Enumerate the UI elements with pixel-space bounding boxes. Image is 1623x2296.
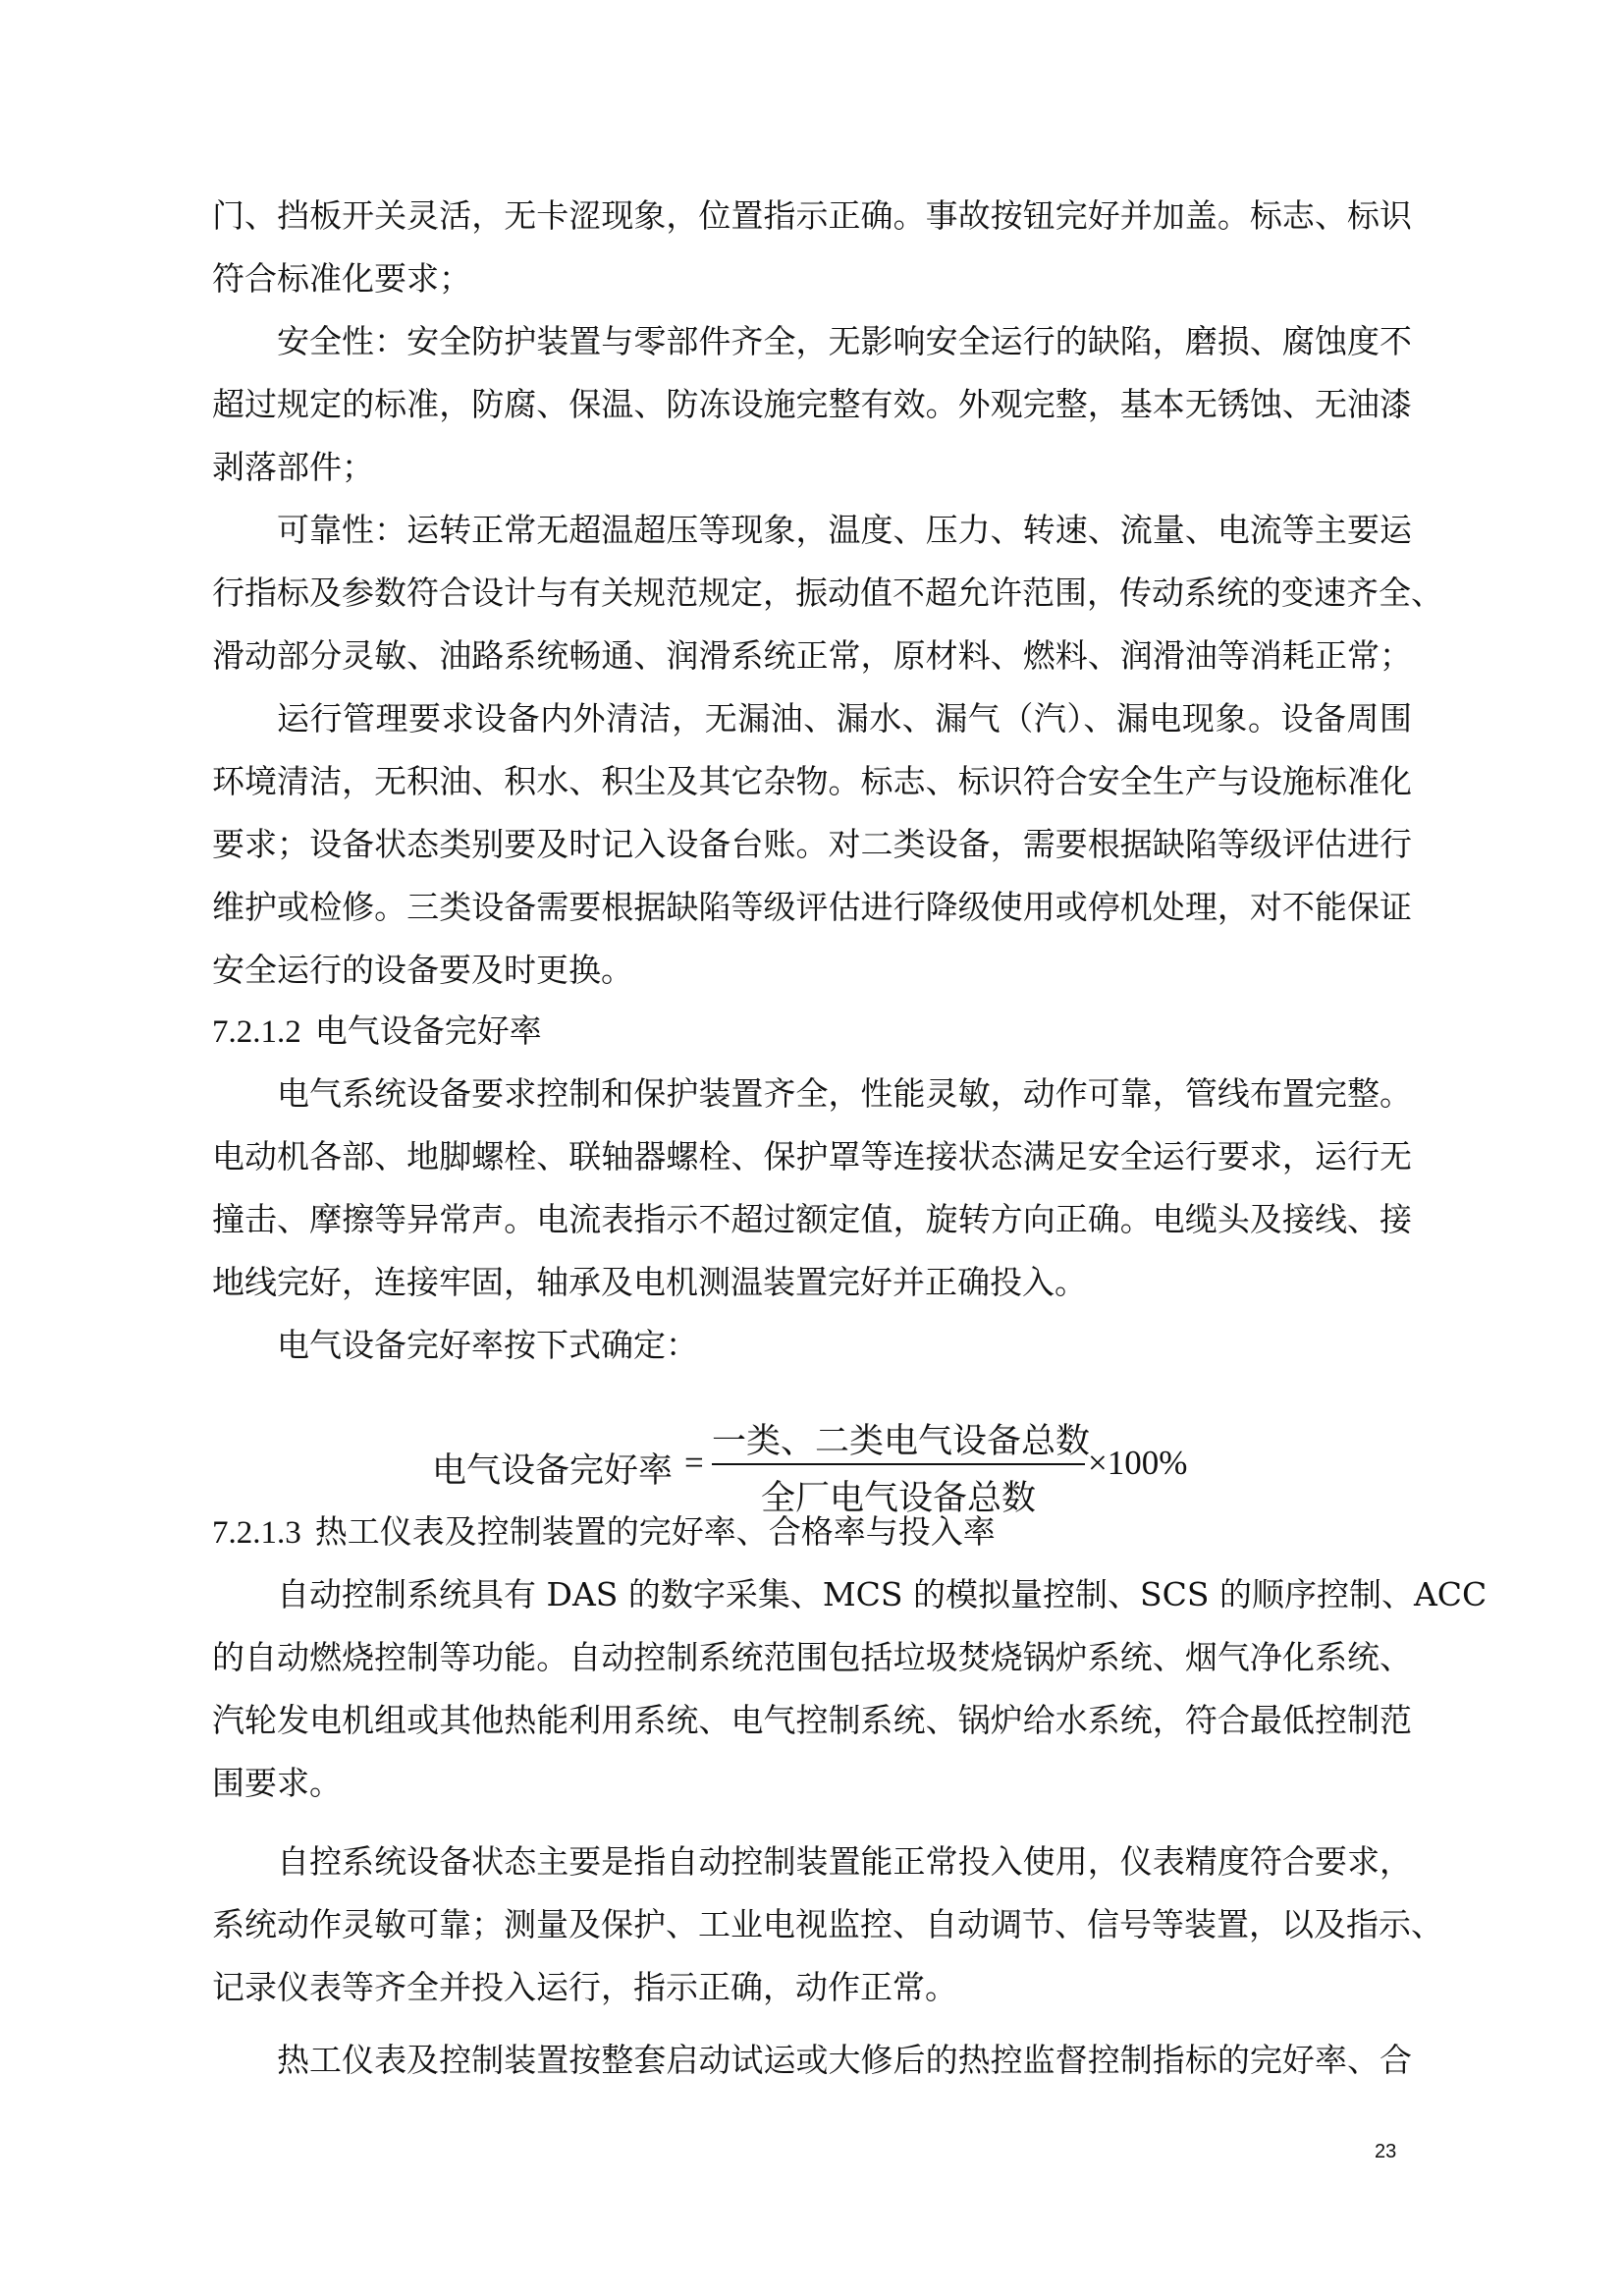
- paragraph-line: 电气系统设备要求控制和保护装置齐全，性能灵敏，动作可靠，管线布置完整。: [277, 1074, 1412, 1113]
- section-title: 热工仪表及控制装置的完好率、合格率与投入率: [314, 1512, 996, 1551]
- paragraph-line: 维护或检修。三类设备需要根据缺陷等级评估进行降级使用或停机处理，对不能保证: [212, 888, 1412, 926]
- paragraph-line: 剥落部件；: [212, 448, 374, 486]
- section-number: 7.2.1.3: [212, 1515, 301, 1551]
- paragraph-line: 环境清洁，无积油、积水、积尘及其它杂物。标志、标识符合安全生产与设施标准化: [212, 762, 1412, 800]
- fraction-bar: [712, 1463, 1085, 1465]
- section-title: 电气设备完好率: [314, 1011, 542, 1050]
- paragraph-line: 汽轮发电机组或其他热能利用系统、电气控制系统、锅炉给水系统，符合最低控制范: [212, 1701, 1412, 1739]
- paragraph-line: 的自动燃烧控制等功能。自动控制系统范围包括垃圾焚烧锅炉系统、烟气净化系统、: [212, 1638, 1412, 1676]
- paragraph-line: 安全性：安全防护装置与零部件齐全，无影响安全运行的缺陷，磨损、腐蚀度不: [277, 322, 1412, 360]
- section-heading: [212, 1011, 542, 1052]
- formula-denominator: 全厂电气设备总数: [760, 1479, 1036, 1518]
- paragraph-line: 门、挡板开关灵活，无卡涩现象，位置指示正确。事故按钮完好并加盖。标志、标识: [212, 196, 1412, 235]
- paragraph-line: 热工仪表及控制装置按整套启动试运或大修后的热控监督控制指标的完好率、合: [277, 2041, 1412, 2079]
- paragraph-line: 符合标准化要求；: [212, 259, 471, 298]
- section-number: 7.2.1.2: [212, 1014, 301, 1050]
- paragraph-line: 可靠性：运转正常无超温超压等现象，温度、压力、转速、流量、电流等主要运: [277, 511, 1412, 549]
- paragraph-line: 自动控制系统具有 DAS 的数字采集、MCS 的模拟量控制、SCS 的顺序控制、ACC: [277, 1575, 1488, 1613]
- paragraph-line: 电动机各部、地脚螺栓、联轴器螺栓、保护罩等连接状态满足安全运行要求，运行无: [212, 1137, 1412, 1175]
- paragraph-line: 超过规定的标准，防腐、保温、防冻设施完整有效。外观完整，基本无锈蚀、无油漆: [212, 385, 1412, 423]
- paragraph-line: 撞击、摩擦等异常声。电流表指示不超过额定值，旋转方向正确。电缆头及接线、接: [212, 1200, 1412, 1238]
- page-number: 23: [1375, 2141, 1397, 2162]
- formula-lhs: 电气设备完好率: [432, 1451, 674, 1491]
- formula: [432, 1414, 1217, 1518]
- formula-numerator: 一类、二类电气设备总数: [712, 1422, 1091, 1461]
- section-heading: [212, 1512, 996, 1553]
- paragraph-line: 地线完好，连接牢固，轴承及电机测温装置完好并正确投入。: [212, 1263, 1087, 1301]
- paragraph-line: 围要求。: [212, 1764, 342, 1802]
- paragraph-line: 安全运行的设备要及时更换。: [212, 951, 633, 989]
- paragraph-line: 行指标及参数符合设计与有关规范规定，振动值不超允许范围，传动系统的变速齐全、: [212, 574, 1443, 612]
- paragraph-line: 运行管理要求设备内外清洁，无漏油、漏水、漏气（汽）、漏电现象。设备周围: [277, 699, 1412, 738]
- formula-multiplier: ×100%: [1088, 1444, 1188, 1482]
- formula-equals: =: [684, 1444, 704, 1482]
- paragraph-line: 记录仪表等齐全并投入运行，指示正确，动作正常。: [212, 1968, 957, 2006]
- paragraph-line: 滑动部分灵敏、油路系统畅通、润滑系统正常，原材料、燃料、润滑油等消耗正常；: [212, 636, 1412, 675]
- paragraph-line: 要求；设备状态类别要及时记入设备台账。对二类设备，需要根据缺陷等级评估进行: [212, 825, 1412, 863]
- paragraph-line: 自控系统设备状态主要是指自动控制装置能正常投入使用，仪表精度符合要求，: [277, 1842, 1412, 1881]
- paragraph-line: 电气设备完好率按下式确定：: [277, 1326, 698, 1364]
- paragraph-line: 系统动作灵敏可靠；测量及保护、工业电视监控、自动调节、信号等装置，以及指示、: [212, 1905, 1443, 1943]
